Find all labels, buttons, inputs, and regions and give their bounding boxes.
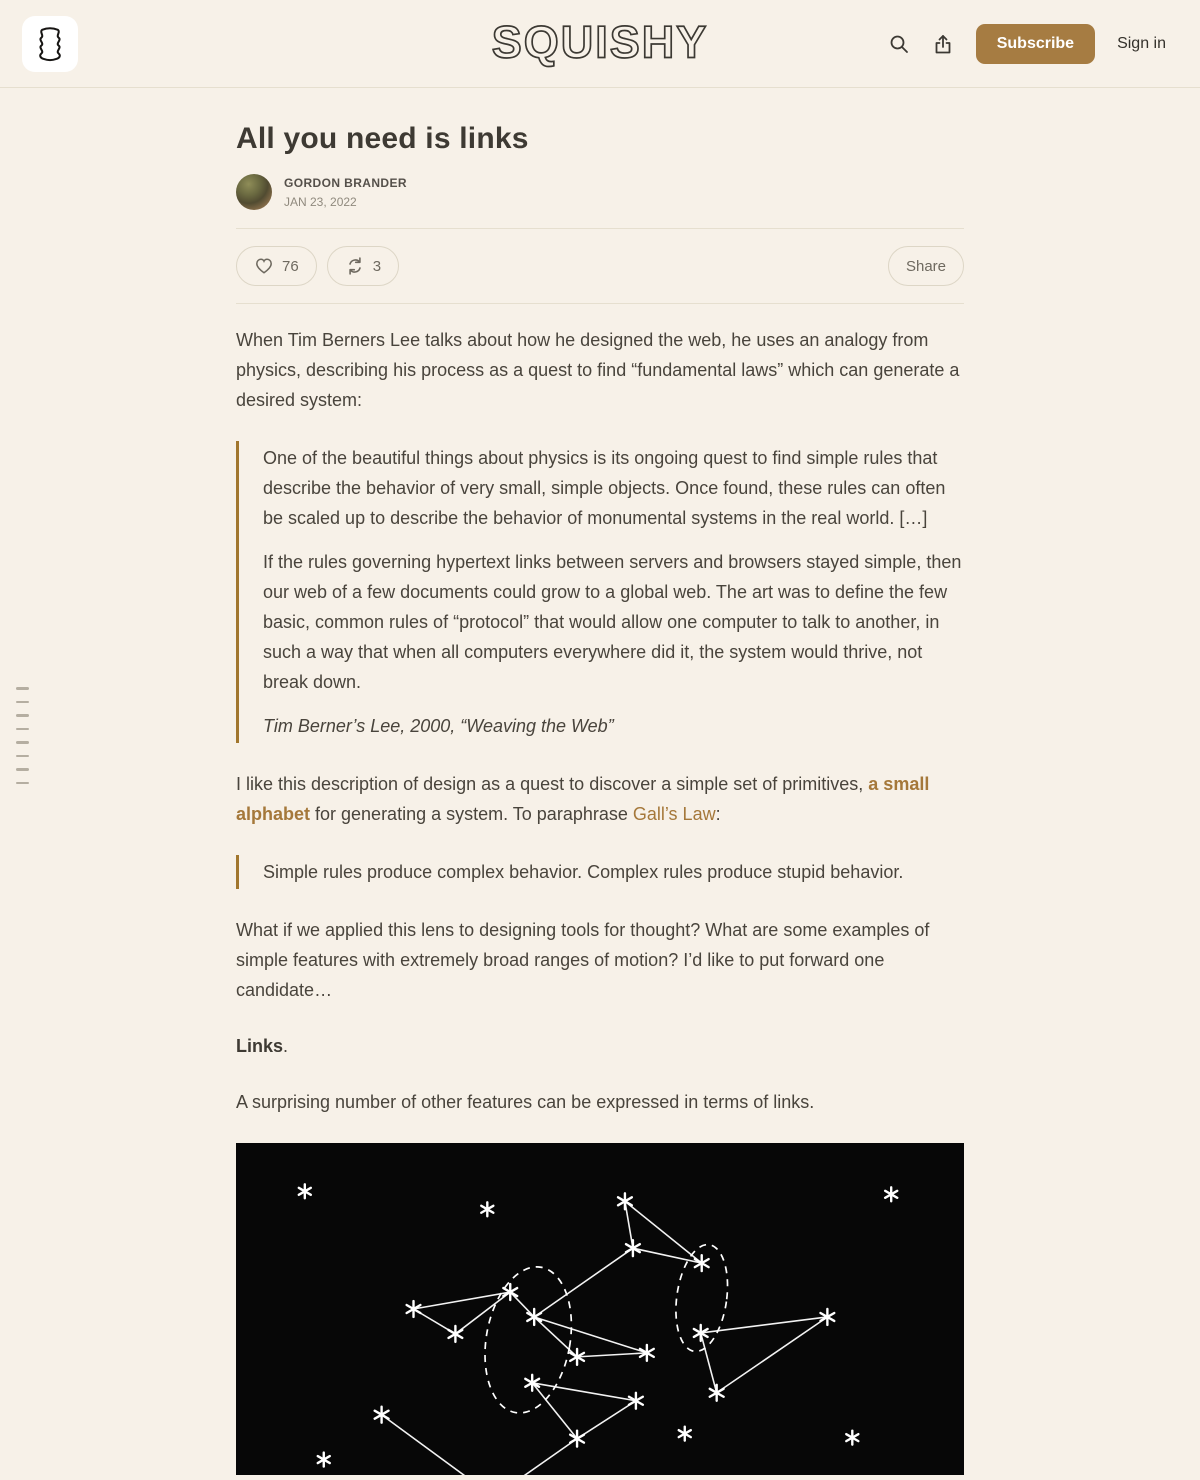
author-name[interactable]: GORDON BRANDER bbox=[284, 175, 407, 190]
squiggle-logo-icon bbox=[28, 22, 72, 66]
site-header bbox=[0, 0, 1200, 88]
post-date: JAN 23, 2022 bbox=[284, 194, 357, 209]
blockquote-galls-law bbox=[236, 855, 964, 889]
like-button[interactable] bbox=[236, 246, 317, 286]
post-body bbox=[236, 304, 964, 1475]
post-page bbox=[236, 122, 964, 1475]
quote-attribution: Tim Berner’s Lee, 2000, “Weaving the Web” bbox=[263, 716, 614, 736]
constellation-graphic bbox=[236, 1143, 964, 1475]
like-count: 76 bbox=[282, 257, 299, 275]
paragraph-intro: When Tim Berners Lee talks about how he designed the web, he uses an analogy from physics, describing his process as a quest to find “fundamental laws” which can generate a desired system: bbox=[236, 330, 960, 410]
text-segment: . bbox=[283, 1036, 289, 1056]
header-share-button[interactable] bbox=[932, 33, 954, 55]
link-galls-law[interactable]: Gall’s Law bbox=[632, 804, 716, 824]
restack-button[interactable] bbox=[327, 246, 399, 286]
reading-progress[interactable] bbox=[16, 687, 29, 784]
paragraph-tools-for-thought: What if we applied this lens to designing tools for thought? What are some examples of simple features with extremely broad ranges of motion? I’d like to put forward one candidate… bbox=[236, 920, 930, 1000]
publication-title[interactable]: SQUISHY bbox=[491, 15, 709, 67]
paragraph-links bbox=[236, 1031, 964, 1061]
restack-icon bbox=[345, 256, 365, 276]
publication-logo[interactable] bbox=[22, 16, 78, 72]
quote-paragraph: If the rules governing hypertext links between servers and browsers stayed simple, then our web of a few documents could grow to a global web. The art was to define the few basic, common rules of “protocol” that would allow one computer to talk to another, in such a way that when all computers everywhere did it, the system would thrive, not break down. bbox=[263, 552, 962, 692]
share-button[interactable]: Share bbox=[888, 246, 964, 286]
constellation-image[interactable] bbox=[236, 1143, 964, 1475]
bold-text: Links bbox=[236, 1036, 284, 1056]
header-actions bbox=[888, 24, 1166, 64]
text-segment: : bbox=[715, 804, 721, 824]
search-icon bbox=[888, 33, 910, 55]
quote-paragraph: Simple rules produce complex behavior. Complex rules produce stupid behavior. bbox=[263, 862, 904, 882]
restack-count: 3 bbox=[372, 257, 382, 275]
heart-icon bbox=[254, 256, 274, 276]
post-title: All you need is links bbox=[236, 122, 529, 155]
author-avatar[interactable] bbox=[236, 174, 272, 210]
share-icon bbox=[932, 33, 954, 55]
text-segment: I like this description of design as a quest to discover a simple set of primitives, bbox=[236, 774, 869, 794]
subscribe-button[interactable]: Subscribe bbox=[976, 24, 1095, 64]
text-segment: for generating a system. To paraphrase bbox=[310, 804, 633, 824]
blockquote-weaving-the-web bbox=[236, 441, 964, 743]
paragraph-surprising: A surprising number of other features can be expressed in terms of links. bbox=[236, 1092, 815, 1112]
paragraph-primitives bbox=[236, 769, 964, 829]
search-button[interactable] bbox=[888, 33, 910, 55]
sign-in-link[interactable]: Sign in bbox=[1117, 34, 1166, 52]
quote-paragraph: One of the beautiful things about physics is its ongoing quest to find simple rules that describe the behavior of very small, simple objects. Once found, these rules can often be scaled up to describe the behavior of monumental systems in the real world. […] bbox=[263, 448, 946, 528]
post-toolbar bbox=[236, 229, 964, 304]
link-a-small-alphabet[interactable]: a small alphabet bbox=[236, 774, 930, 824]
byline bbox=[236, 174, 964, 229]
